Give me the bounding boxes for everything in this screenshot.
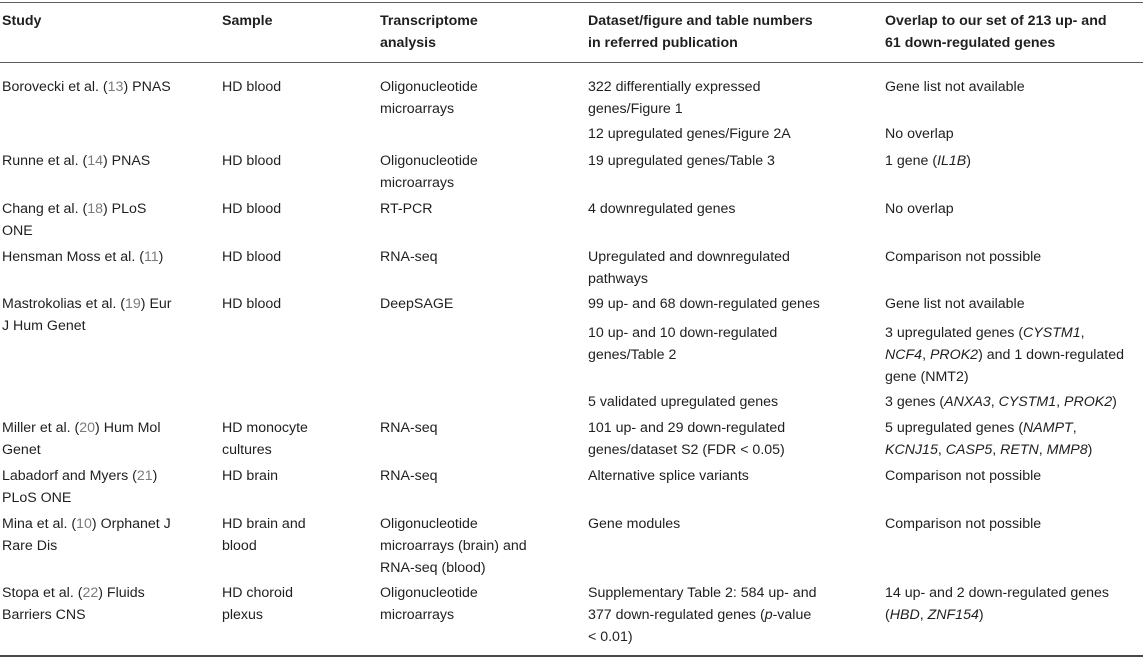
dataset-cell: Supplementary Table 2: 584 up- and 377 down-regulated genes (p-value < 0.01)	[588, 585, 817, 645]
header-dataset: Dataset/figure and table numbers in referred publication	[588, 13, 813, 51]
overlap-cell: Gene list not available	[885, 79, 1025, 95]
overlap-cell: 1 gene (IL1B)	[885, 153, 971, 169]
bottom-rule	[0, 655, 1143, 657]
overlap-cell: Comparison not possible	[885, 249, 1042, 265]
overlap-cell: No overlap	[885, 201, 954, 217]
sample-cell: HD brain and blood	[222, 516, 306, 554]
reference-link[interactable]: 18	[87, 201, 103, 217]
sample-cell: HD blood	[222, 153, 282, 169]
reference-link[interactable]: 11	[143, 249, 159, 265]
header-transcriptome: Transcriptome analysis	[380, 13, 478, 51]
sample-cell: HD blood	[222, 201, 282, 217]
dataset-cell: 5 validated upregulated genes	[588, 394, 779, 410]
sample-cell: HD blood	[222, 296, 282, 312]
study-cell: Labadorf and Myers (21) PLoS ONE	[2, 468, 158, 506]
dataset-cell: 4 downregulated genes	[588, 201, 736, 217]
reference-link[interactable]: 22	[82, 585, 99, 601]
overlap-cell: Gene list not available	[885, 296, 1025, 312]
study-cell: Hensman Moss et al. (11)	[2, 249, 164, 265]
dataset-cell: 322 differentially expressed genes/Figure 1	[588, 79, 761, 117]
sample-cell: HD blood	[222, 79, 282, 95]
dataset-cell: Alternative splice variants	[588, 468, 749, 484]
dataset-cell: 19 upregulated genes/Table 3	[588, 153, 775, 169]
dataset-cell: 10 up- and 10 down-regulated genes/Table 2	[588, 325, 778, 363]
analysis-cell: DeepSAGE	[380, 296, 454, 312]
overlap-cell: 14 up- and 2 down-regulated genes (HBD, ZNF154)	[885, 585, 1110, 623]
dataset-cell: Upregulated and downregulated pathways	[588, 249, 790, 287]
study-cell: Miller et al. (20) Hum Mol Genet	[2, 420, 161, 458]
analysis-cell: Oligonucleotide microarrays (brain) and RNA-seq (blood)	[380, 516, 527, 576]
overlap-cell: 5 upregulated genes (NAMPT, KCNJ15, CASP5, RETN, MMP8)	[885, 420, 1093, 458]
analysis-cell: RNA-seq	[380, 420, 438, 436]
top-rule	[0, 2, 1143, 3]
analysis-cell: Oligonucleotide microarrays	[380, 585, 478, 623]
sample-cell: HD monocyte cultures	[222, 420, 308, 458]
reference-link[interactable]: 19	[125, 296, 141, 312]
analysis-cell: RNA-seq	[380, 249, 438, 265]
dataset-cell: 101 up- and 29 down-regulated genes/dataset S2 (FDR < 0.05)	[588, 420, 786, 458]
study-cell: Runne et al. (14) PNAS	[2, 153, 151, 169]
sample-cell: HD blood	[222, 249, 282, 265]
study-cell: Chang et al. (18) PLoS ONE	[2, 201, 147, 239]
dataset-cell: Gene modules	[588, 516, 681, 532]
sample-cell: HD choroid plexus	[222, 585, 293, 623]
analysis-cell: Oligonucleotide microarrays	[380, 79, 478, 117]
reference-link[interactable]: 20	[79, 420, 96, 436]
study-cell: Mina et al. (10) Orphanet J Rare Dis	[2, 516, 171, 554]
header-study: Study	[2, 13, 42, 29]
study-cell: Stopa et al. (22) Fluids Barriers CNS	[2, 585, 145, 623]
reference-link[interactable]: 10	[76, 516, 92, 532]
reference-link[interactable]: 13	[107, 79, 124, 95]
overlap-cell: Comparison not possible	[885, 516, 1042, 532]
study-cell: Mastrokolias et al. (19) Eur J Hum Genet	[2, 296, 172, 334]
header-sample: Sample	[222, 13, 273, 29]
analysis-cell: Oligonucleotide microarrays	[380, 153, 478, 191]
reference-link[interactable]: 21	[136, 468, 153, 484]
overlap-cell: 3 genes (ANXA3, CYSTM1, PROK2)	[885, 394, 1117, 410]
overlap-cell: No overlap	[885, 126, 954, 142]
analysis-cell: RNA-seq	[380, 468, 438, 484]
reference-link[interactable]: 14	[87, 153, 103, 169]
overlap-cell: 3 upregulated genes (CYSTM1, NCF4, PROK2) and 1 down-regulated gene (NMT2)	[885, 325, 1124, 385]
dataset-cell: 99 up- and 68 down-regulated genes	[588, 296, 820, 312]
sample-cell: HD brain	[222, 468, 278, 484]
analysis-cell: RT-PCR	[380, 201, 433, 217]
dataset-cell: 12 upregulated genes/Figure 2A	[588, 126, 791, 142]
study-cell: Borovecki et al. (13) PNAS	[2, 79, 171, 95]
header-rule	[0, 62, 1143, 63]
header-overlap: Overlap to our set of 213 up- and 61 down-regulated genes	[885, 13, 1107, 51]
overlap-cell: Comparison not possible	[885, 468, 1042, 484]
